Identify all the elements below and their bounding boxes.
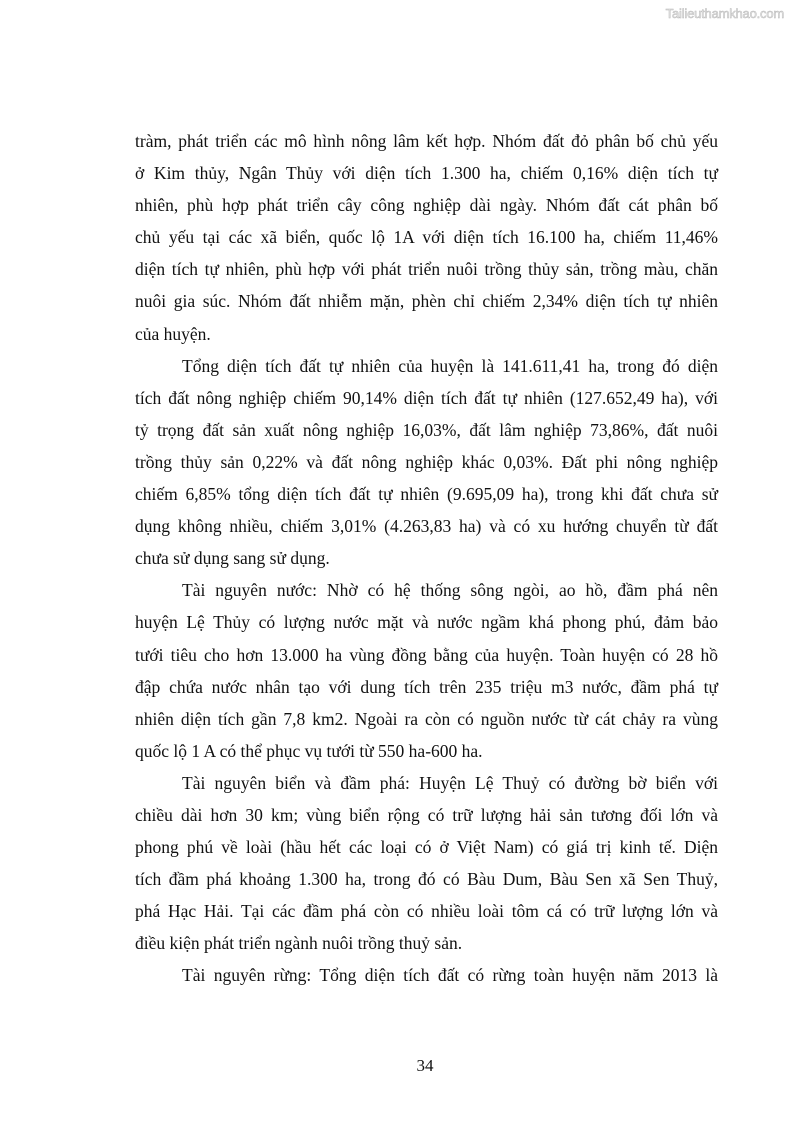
page-number: 34 <box>416 1056 434 1075</box>
text-line: chưa sử dụng sang sử dụng. <box>135 548 330 569</box>
text-line: phá Hạc Hải. Tại các đầm phá còn có nhiều loài tôm cá có trữ lượng lớn và <box>135 901 718 922</box>
text-line: chủ yếu tại các xã biển, quốc lộ 1A với diện tích 16.100 ha, chiếm 11,46% <box>135 227 718 248</box>
watermark: Tailieuthamkhao.com <box>665 6 784 21</box>
text-line: điều kiện phát triển ngành nuôi trồng thuỷ sản. <box>135 933 463 954</box>
text-line: nuôi gia súc. Nhóm đất nhiễm mặn, phèn chỉ chiếm 2,34% diện tích tự nhiên <box>135 291 718 312</box>
text-line: Tài nguyên rừng: Tổng diện tích đất có rừng toàn huyện năm 2013 là <box>182 965 718 986</box>
text-line: dụng không nhiều, chiếm 3,01% (4.263,83 ha) và có xu hướng chuyển từ đất <box>135 516 718 537</box>
text-line: nhiên, phù hợp phát triển cây công nghiệp dài ngày. Nhóm đất cát phân bố <box>135 195 718 216</box>
text-line: diện tích tự nhiên, phù hợp với phát triển nuôi trồng thủy sản, trồng màu, chăn <box>135 259 718 280</box>
paragraph <box>135 767 718 960</box>
text-line: trồng thủy sản 0,22% và đất nông nghiệp khác 0,03%. Đất phi nông nghiệp <box>135 451 718 472</box>
text-line: nhiên diện tích gần 7,8 km2. Ngoài ra còn có nguồn nước từ cát chảy ra vùng <box>135 708 718 729</box>
text-line: tích đất nông nghiệp chiếm 90,14% diện tích đất tự nhiên (127.652,49 ha), với <box>135 387 718 408</box>
paragraph <box>135 350 718 575</box>
text-line: ở Kim thủy, Ngân Thủy với diện tích 1.300 ha, chiếm 0,16% diện tích tự <box>135 163 718 184</box>
text-line: tưới tiêu cho hơn 13.000 ha vùng đồng bằng của huyện. Toàn huyện có 28 hồ <box>135 644 718 665</box>
text-line: của huyện. <box>135 323 211 344</box>
text-line: phong phú về loài (hầu hết các loại có ở Việt Nam) có giá trị kinh tế. Diện <box>135 837 718 858</box>
text-line: chiều dài hơn 30 km; vùng biển rộng có trữ lượng hải sản tương đối lớn và <box>135 804 718 825</box>
text-line: chiếm 6,85% tổng diện tích đất tự nhiên (9.695,09 ha), trong khi đất chưa sử <box>135 484 718 505</box>
text-line: Tổng diện tích đất tự nhiên của huyện là 141.611,41 ha, trong đó diện <box>182 355 718 376</box>
text-line: đập chứa nước nhân tạo với dung tích trên 235 triệu m3 nước, đầm phá tự <box>135 676 718 697</box>
text-line: tỷ trọng đất sản xuất nông nghiệp 16,03%, đất lâm nghiệp 73,86%, đất nuôi <box>135 419 718 440</box>
text-line: Tài nguyên nước: Nhờ có hệ thống sông ngòi, ao hồ, đầm phá nên <box>182 580 718 601</box>
paragraph <box>135 574 718 767</box>
paragraph <box>135 125 718 350</box>
text-line: tích đầm phá khoảng 1.300 ha, trong đó có Bàu Dum, Bàu Sen xã Sen Thuỷ, <box>135 869 718 890</box>
document-body <box>135 125 718 992</box>
text-line: quốc lộ 1 A có thể phục vụ tưới từ 550 ha-600 ha. <box>135 740 483 761</box>
paragraph <box>135 959 718 991</box>
text-line: Tài nguyên biển và đầm phá: Huyện Lệ Thuỷ có đường bờ biển với <box>182 772 718 793</box>
text-line: tràm, phát triển các mô hình nông lâm kết hợp. Nhóm đất đỏ phân bố chủ yếu <box>135 131 718 151</box>
text-line: huyện Lệ Thủy có lượng nước mặt và nước ngầm khá phong phú, đảm bảo <box>135 612 718 633</box>
